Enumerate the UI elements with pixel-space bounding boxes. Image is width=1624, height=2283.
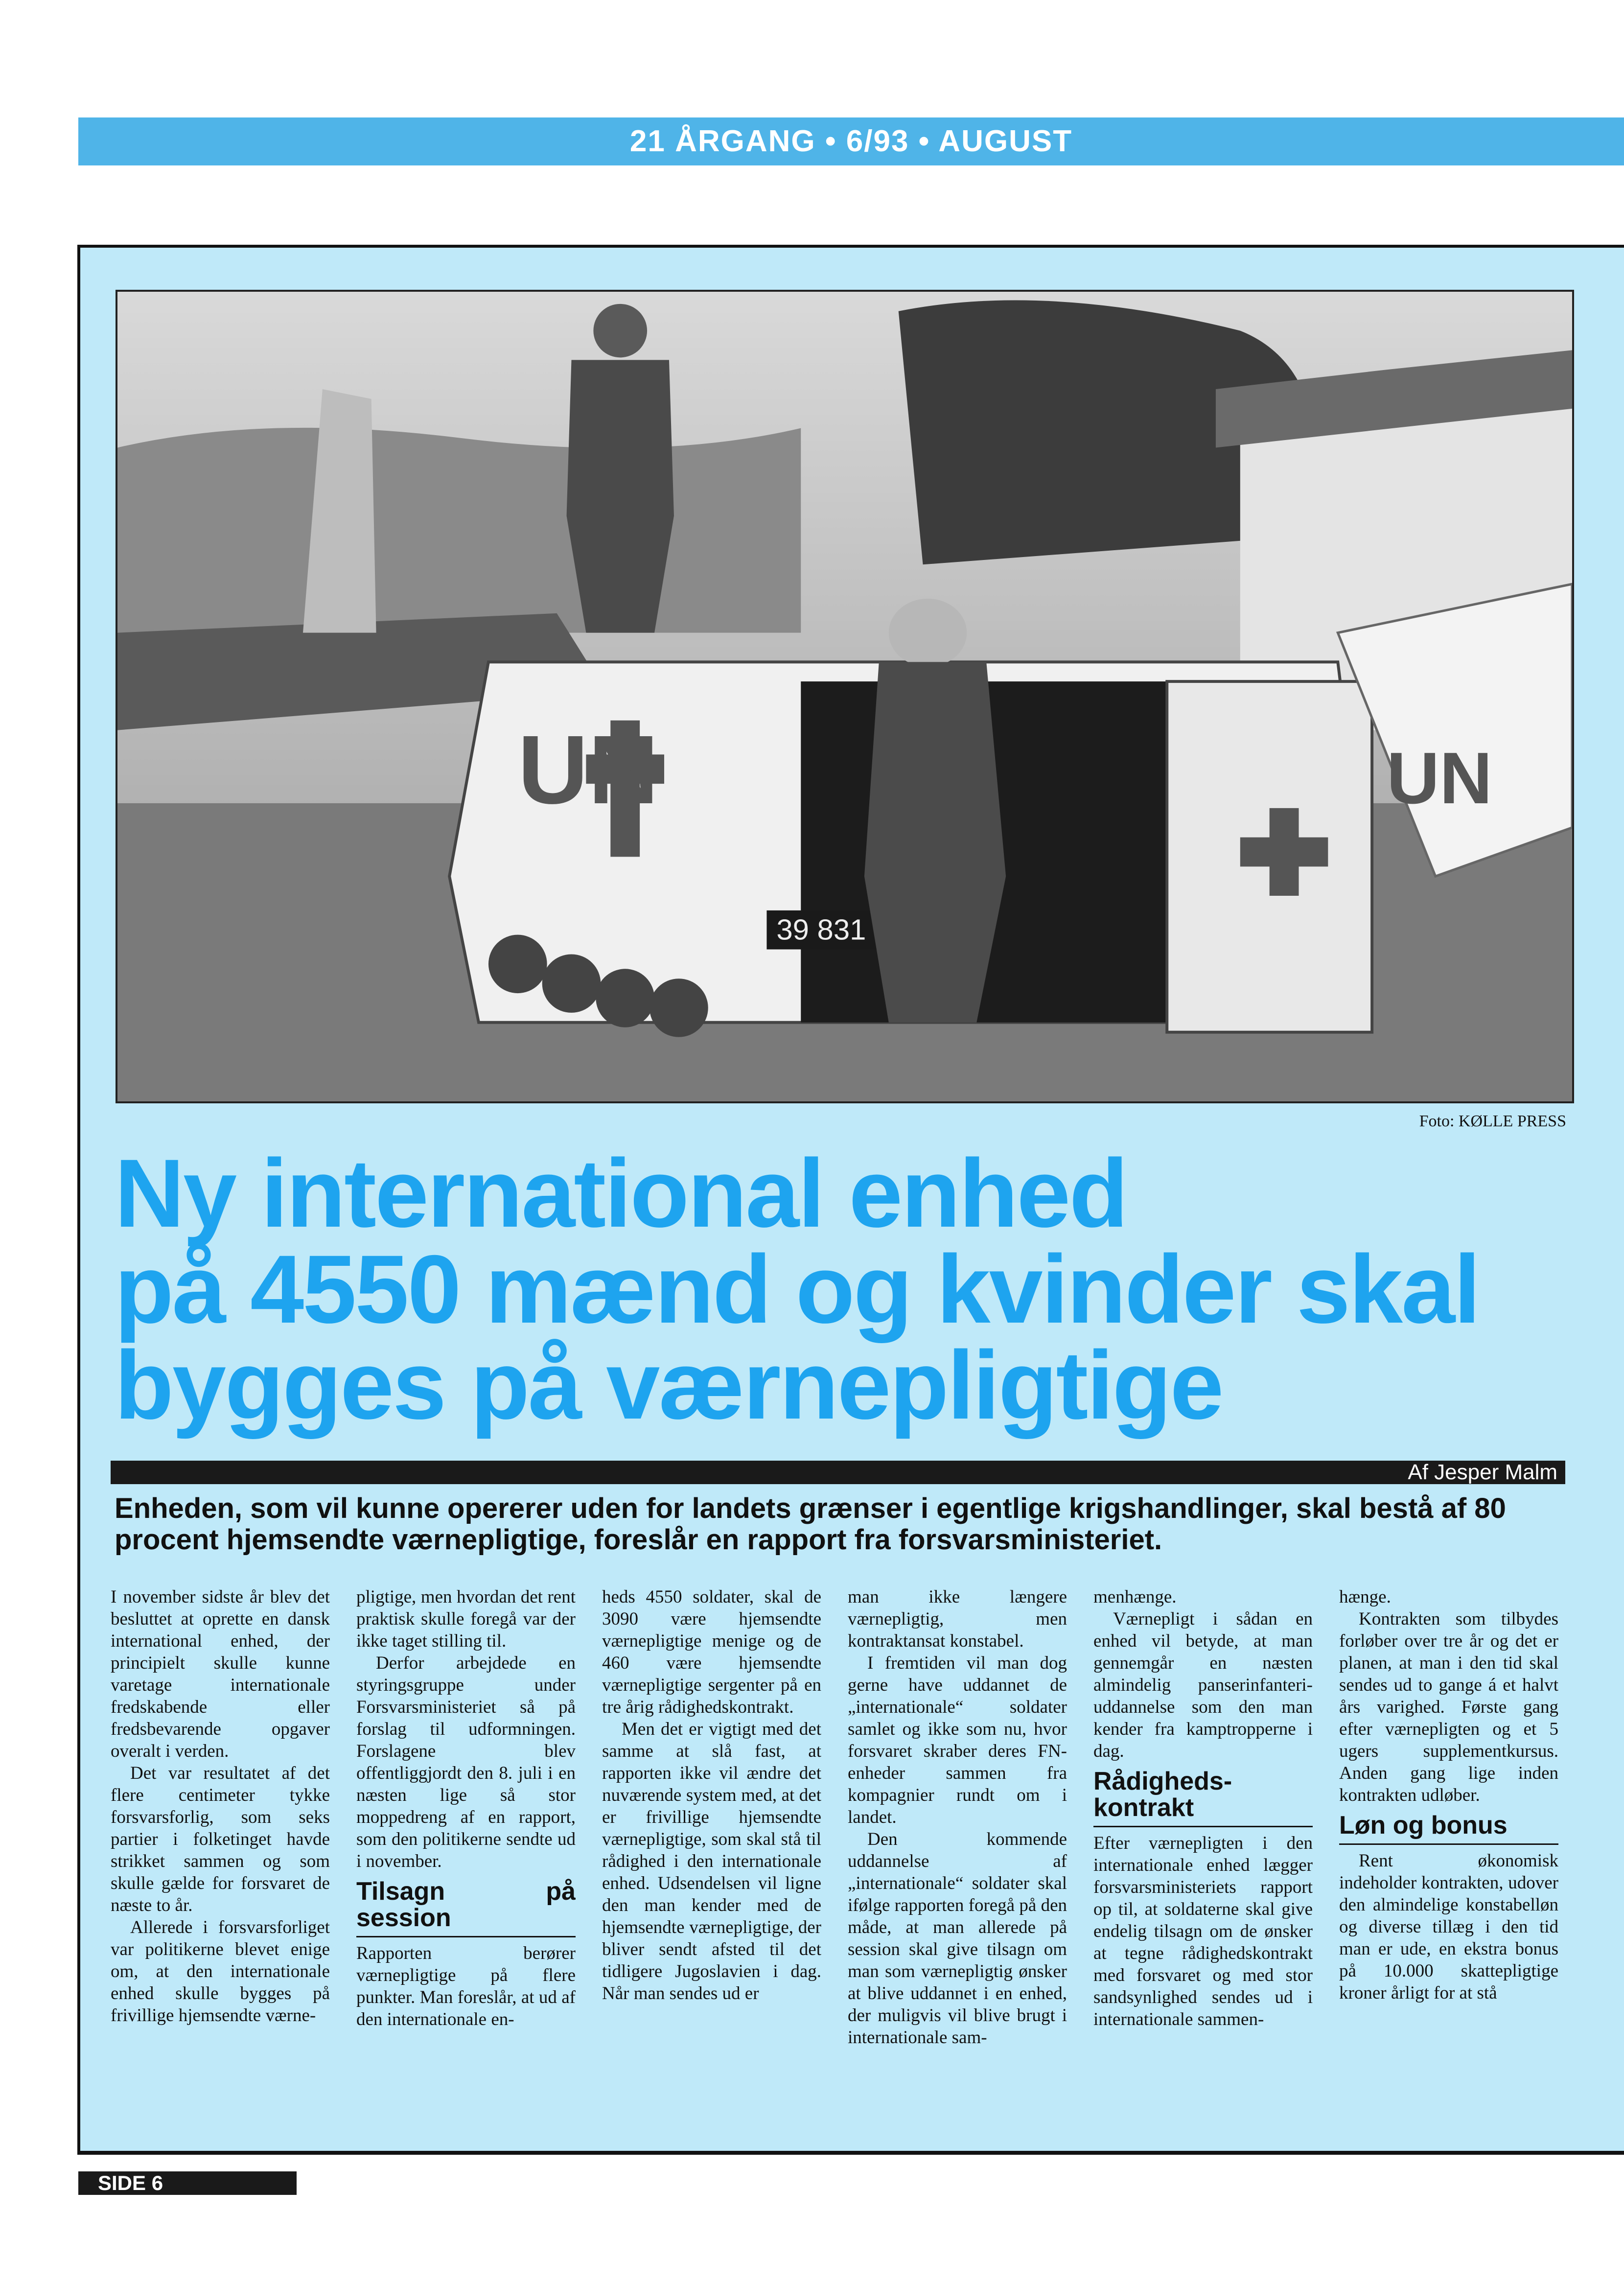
headline	[115, 1139, 1558, 1439]
paragraph: Rapporten berører værnepligtige på flere punkter. Man foreslår, at ud af den internationale en-	[356, 1943, 576, 2029]
paragraph: Den kommende uddannelse af „internationale“ soldater skal ifølge rapporten foregå på den måde, at man allerede på session skal give tilsagn om man som værnepligtig ønsker at blive uddannet i en enhed, der muligvis vil blive brugt i internationale sam-	[848, 1829, 1067, 2048]
photo-credit: Foto: KØLLE PRESS	[1419, 1112, 1566, 1130]
masthead-text: 21 ÅRGANG • 6/93 • AUGUST	[629, 124, 1073, 158]
page-number: SIDE 6	[98, 2171, 163, 2194]
text-column-4	[848, 1586, 1067, 2115]
paragraph: menhænge.	[1093, 1587, 1177, 1607]
headline-line: bygges på værnepligtige	[115, 1331, 1223, 1439]
subheading: Tilsagn på session	[356, 1878, 576, 1937]
paragraph: Værnepligt i sådan en enhed vil betyde, at man gennemgår en næsten almindelig panserinfanteri-uddannelse som den man kender fra kamptropperne i dag.	[1093, 1609, 1313, 1761]
photo-illustration	[117, 292, 1572, 1101]
paragraph: Efter værnepligten i den internationale enhed lægger forsvarsministeriets rapport op til, at soldaterne skal give endelig tilsagn om de ønsker at tegne rådighedskontrakt med forsvaret og med stor sandsynlighed sendes ud i internationale sammen-	[1093, 1833, 1313, 2029]
text-column-6	[1339, 1586, 1558, 2115]
paragraph: Men det er vigtigt med det samme at slå fast, at rapporten ikke vil ændre det nuværende system med, at det er frivillige hjemsendte værnepligtige, som skal stå til rådighed i den internationale enhed. Udsendelsen vil ligne den man kender med de hjemsendte værnepligtige, der bliver sendt afsted til det tidligere Jugoslavien i dag. Når man sendes ud er	[602, 1719, 821, 2003]
paragraph: Det var resultatet af det flere centimeter tykke forsvarsforlig, som seks partier i folketinget havde strikket sammen og som skulle gælde for forsvaret de næste to år.	[111, 1763, 330, 1915]
text-column-3	[602, 1586, 821, 2115]
paragraph: Derfor arbejdede en styringsgruppe under Forsvarsministeriet så på forslag til udformningen. Forslagene blev offentliggjordt den 8. juli i en næsten lige så stor moppedreng af en rapport, som den politikerne sendte ud i november.	[356, 1653, 576, 1871]
paragraph: Kontrakten som tilbydes forløber over tre år og det er planen, at man i den tid skal sendes ud to gange á et halvt års varighed. Første gang efter værnepligten og et 5 ugers supplementkursus. Anden gang lige inden kontrakten udløber.	[1339, 1609, 1558, 1805]
text-column-2	[356, 1586, 576, 2115]
paragraph: I fremtiden vil man dog gerne have uddannet de „internationale“ soldater samlet og ikke som nu, hvor forsvaret skraber deres FN-enheder sammen fra kompagnier rundt om i landet.	[848, 1653, 1067, 1827]
headline-line: på 4550 mænd og kvinder skal	[115, 1235, 1480, 1343]
masthead-bar	[78, 117, 1624, 165]
article-body	[111, 1586, 1559, 2115]
headline-line: Ny international enhed	[115, 1139, 1127, 1247]
paragraph: pligtige, men hvordan det rent praktisk skulle foregå var der ikke taget stilling til.	[356, 1587, 576, 1651]
paragraph: heds 4550 soldater, skal de 3090 være hjemsendte værnepligtige menige og de 460 være hjemsendte værnepligtige sergenter på en tre årig rådighedskontrakt.	[602, 1587, 821, 1717]
paragraph: man ikke længere værnepligtig, men kontraktansat konstabel.	[848, 1587, 1067, 1651]
bottom-rule	[77, 2152, 1624, 2155]
byline: Af Jesper Malm	[1408, 1460, 1557, 1484]
paragraph: I november sidste år blev det besluttet at oprette en dansk international enhed, der principielt skulle kunne varetage internationale fredskabende eller fredsbevarende opgaver overalt i verden.	[111, 1587, 330, 1761]
lead-paragraph: Enheden, som vil kunne opererer uden for landets grænser i egentlige krigshandlinger, skal bestå af 80 procent hjemsendte værnepligtige, foreslår en rapport fra forsvarsministeriet.	[115, 1492, 1506, 1556]
byline-bar	[111, 1461, 1565, 1484]
page-label	[78, 2171, 297, 2195]
paragraph: hænge.	[1339, 1587, 1391, 1607]
paragraph: Allerede i forsvarsforliget var politikerne blevet enige om, at den internationale enhed skulle bygges på frivillige hjemsendte værne-	[111, 1917, 330, 2026]
subheading: Løn og bonus	[1339, 1812, 1558, 1845]
subheading: Rådigheds-kontrakt	[1093, 1768, 1313, 1827]
svg-text:UN: UN	[1387, 737, 1493, 819]
news-photo	[116, 290, 1574, 1103]
license-plate: 39 831	[776, 913, 866, 946]
text-column-5	[1093, 1586, 1313, 2115]
svg-text:UN: UN	[517, 716, 659, 824]
paragraph: Rent økonomisk indeholder kontrakten, udover den almindelige konstabelløn og diverse tillæg i den tid man er ude, en ekstra bonus på 10.000 skattepligtige kroner årligt for at stå	[1339, 1851, 1558, 2003]
text-column-1	[111, 1586, 330, 2115]
